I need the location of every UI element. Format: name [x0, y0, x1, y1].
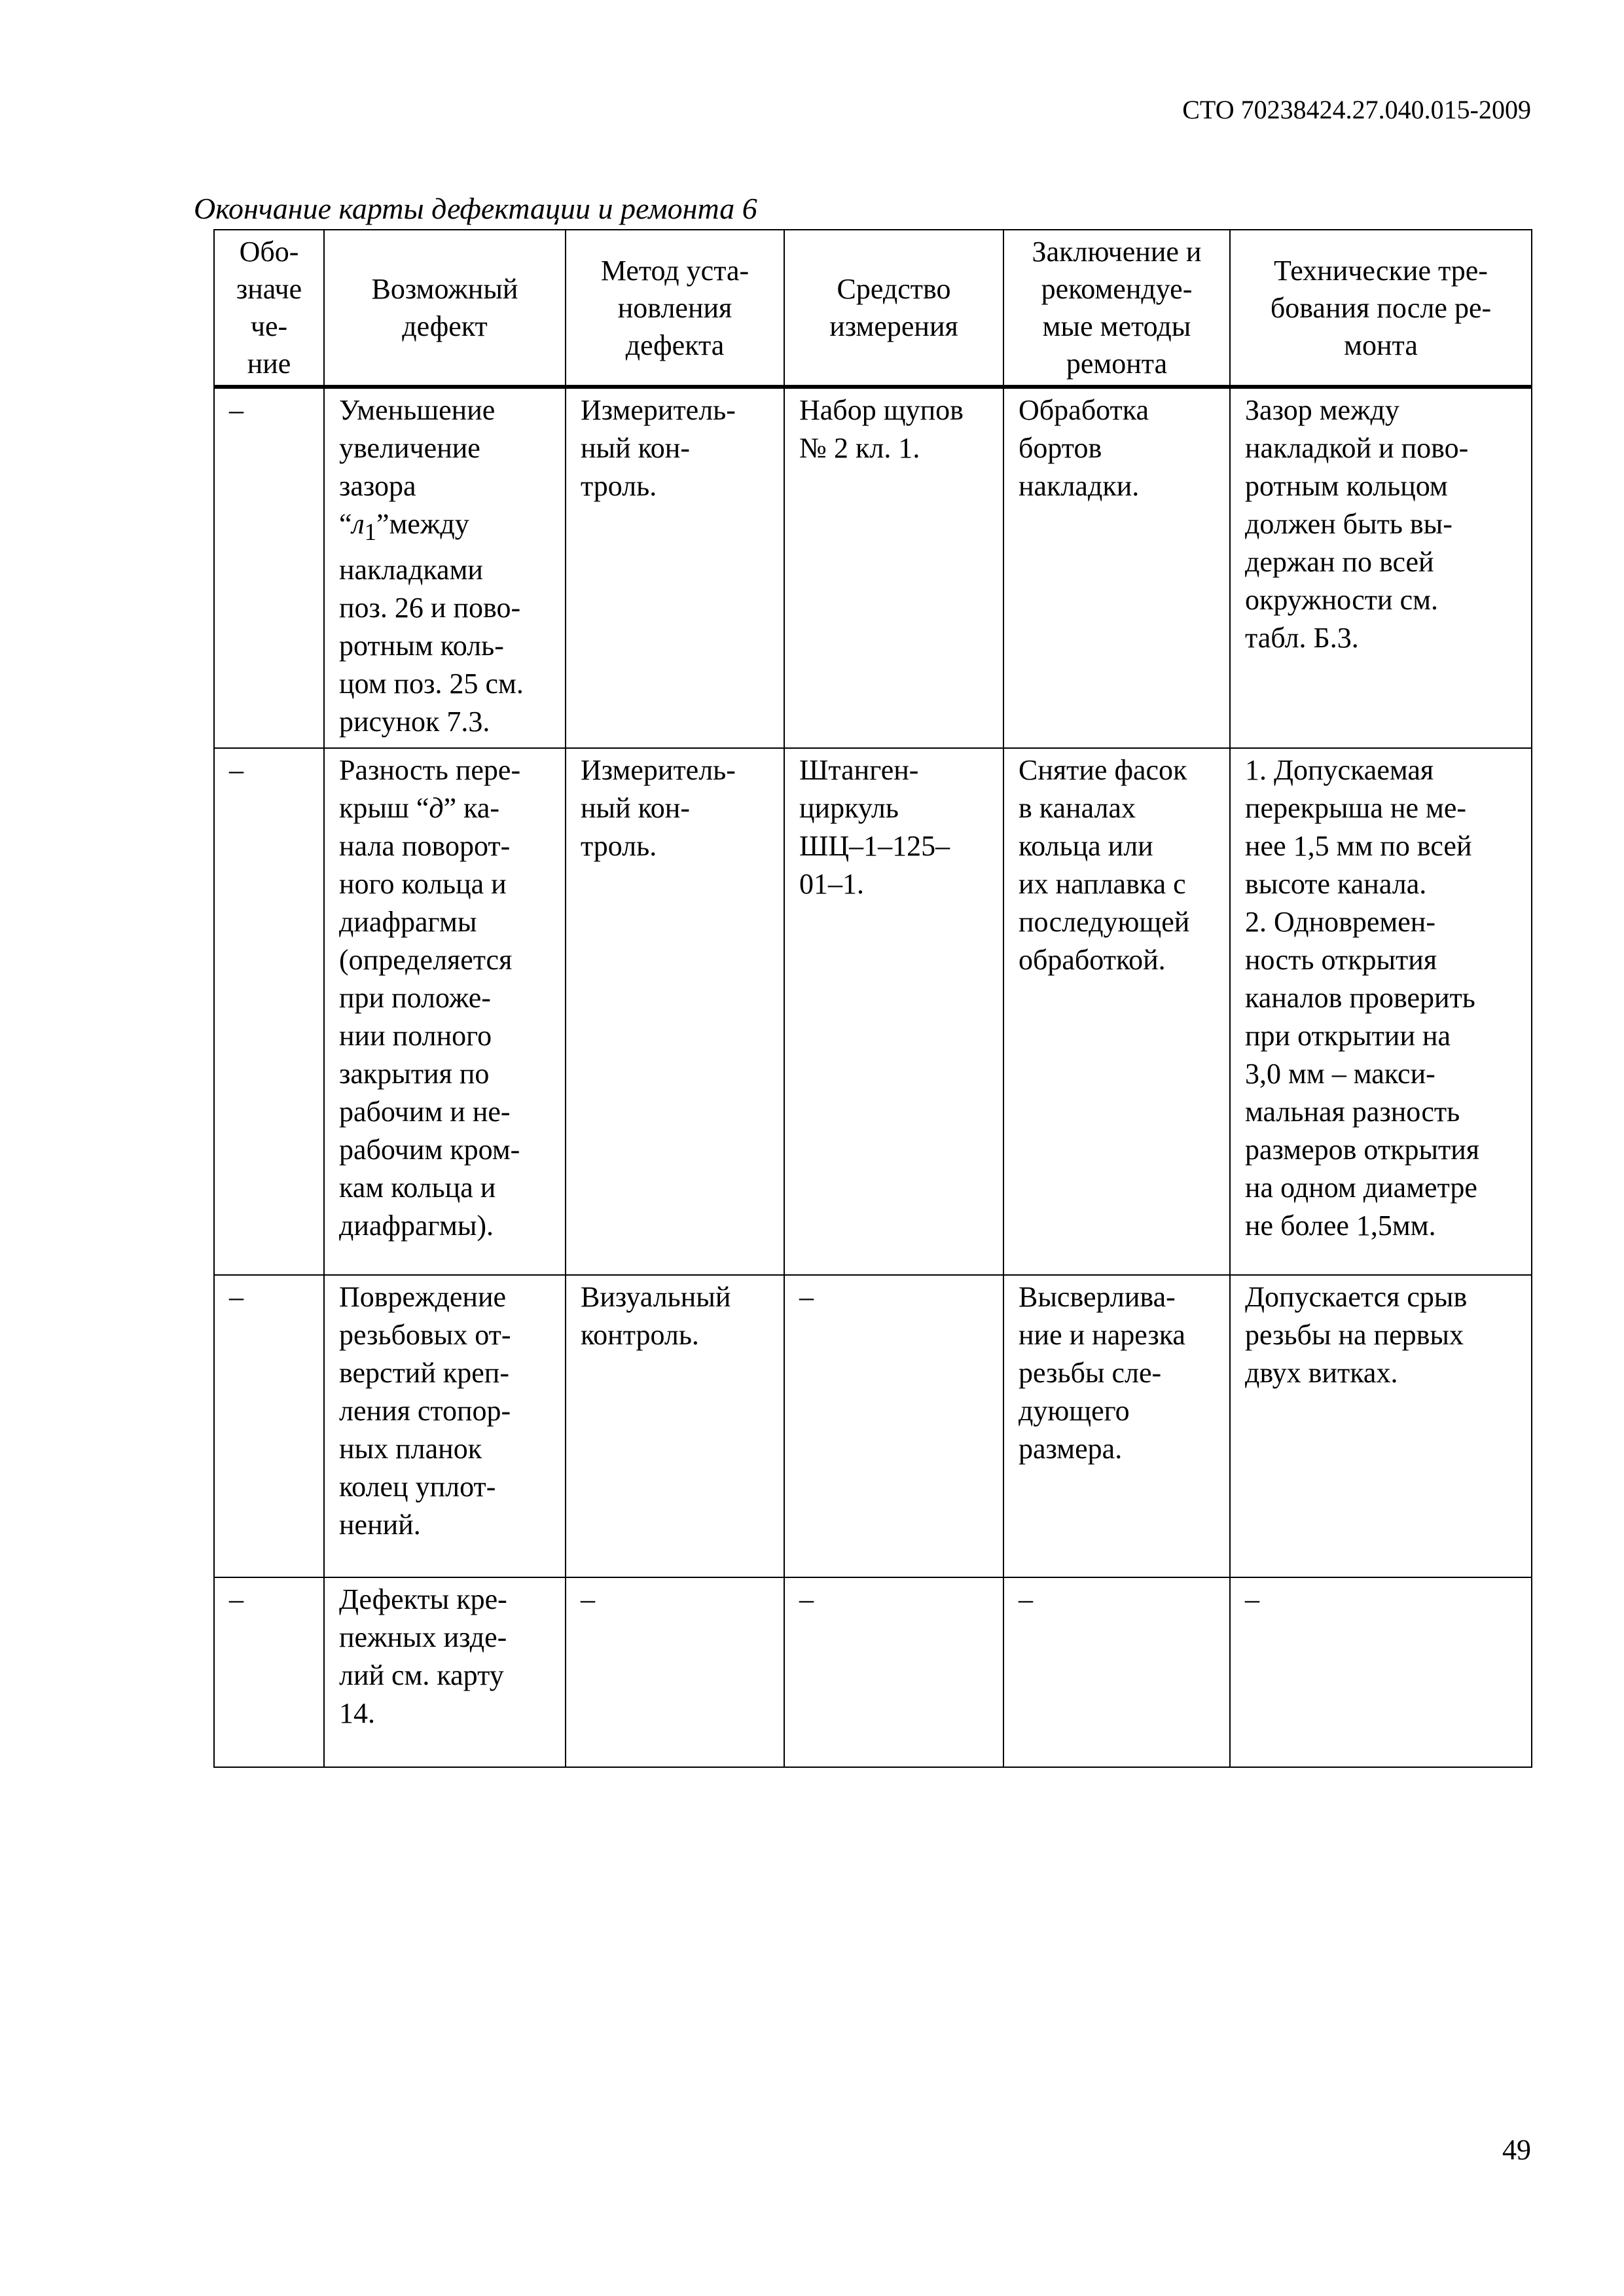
cell-method: Измеритель- ный кон- троль. — [566, 748, 784, 1275]
column-header-repair-methods: Заключение и рекомендуе- мые методы ремонта — [1003, 230, 1230, 387]
gap-symbol-subscript: 1 — [364, 518, 377, 545]
cell-defect — [324, 387, 566, 748]
cell-method: – — [566, 1577, 784, 1767]
cell-requirements: Зазор между накладкой и пово- ротным кольцом должен быть вы- держан по всей окружности см. табл. Б.3. — [1230, 387, 1532, 748]
cell-method: Визуальный контроль. — [566, 1275, 784, 1577]
page-number: 49 — [1502, 2134, 1531, 2166]
overlap-symbol: д — [429, 791, 444, 824]
gap-symbol: л — [352, 508, 365, 540]
column-header-possible-defect: Возможный дефект — [324, 230, 566, 387]
column-header-technical-requirements: Технические тре- бования после ре- монта — [1230, 230, 1532, 387]
table-header-row — [214, 230, 1532, 387]
table-row — [214, 1577, 1532, 1767]
cell-requirements: 1. Допускаемая перекрыша не ме- нее 1,5 мм по всей высоте канала. 2. Одновремен- ность открытия каналов проверить при открытии на 3,0 мм – макси- мальная разность размеров открытия на одном диаметре не более 1,5мм. — [1230, 748, 1532, 1275]
table-row — [214, 387, 1532, 748]
cell-repair: Снятие фасок в каналах кольца или их наплавка с последующей обработкой. — [1003, 748, 1230, 1275]
cell-instrument: Штанген- циркуль ШЦ–1–125– 01–1. — [784, 748, 1003, 1275]
cell-defect — [324, 748, 566, 1275]
defect-text-end: ” ка- нала поворот- ного кольца и диафрагмы (определяется при положе- нии полного закрытия по рабочим и не- рабочим кром- кам кольца и диафрагмы). — [339, 791, 520, 1242]
cell-requirements: Допускается срыв резьбы на первых двух витках. — [1230, 1275, 1532, 1577]
column-header-designation: Обо- значе че- ние — [214, 230, 324, 387]
cell-repair: Обработка бортов накладки. — [1003, 387, 1230, 748]
cell-designation: – — [214, 1275, 324, 1577]
cell-instrument: Набор щупов № 2 кл. 1. — [784, 387, 1003, 748]
table-row — [214, 1275, 1532, 1577]
document-code: СТО 70238424.27.040.015-2009 — [1182, 95, 1531, 124]
cell-instrument: – — [784, 1577, 1003, 1767]
defect-text-end: ”между накладками поз. 26 и пово- ротным коль- цом поз. 25 см. рисунок 7.3. — [339, 508, 524, 738]
column-header-measuring-tool: Средство измерения — [784, 230, 1003, 387]
defect-text-start: Разность пере- крыш “ — [339, 753, 521, 824]
cell-designation: – — [214, 1577, 324, 1767]
table-row — [214, 748, 1532, 1275]
cell-requirements: – — [1230, 1577, 1532, 1767]
cell-designation: – — [214, 387, 324, 748]
cell-method: Измеритель- ный кон- троль. — [566, 387, 784, 748]
defect-repair-table — [213, 229, 1532, 1768]
table-caption: Окончание карты дефектации и ремонта 6 — [194, 192, 757, 225]
cell-defect: Повреждение резьбовых от- верстий креп- ления стопор- ных планок колец уплот- нений. — [324, 1275, 566, 1577]
defect-text-start: Уменьшение увеличение зазора “ — [339, 394, 496, 540]
cell-designation: – — [214, 748, 324, 1275]
cell-defect: Дефекты кре- пежных изде- лий см. карту 14. — [324, 1577, 566, 1767]
column-header-detection-method: Метод уста- новления дефекта — [566, 230, 784, 387]
cell-repair: Высверлива- ние и нарезка резьбы сле- дующего размера. — [1003, 1275, 1230, 1577]
cell-repair: – — [1003, 1577, 1230, 1767]
cell-instrument: – — [784, 1275, 1003, 1577]
